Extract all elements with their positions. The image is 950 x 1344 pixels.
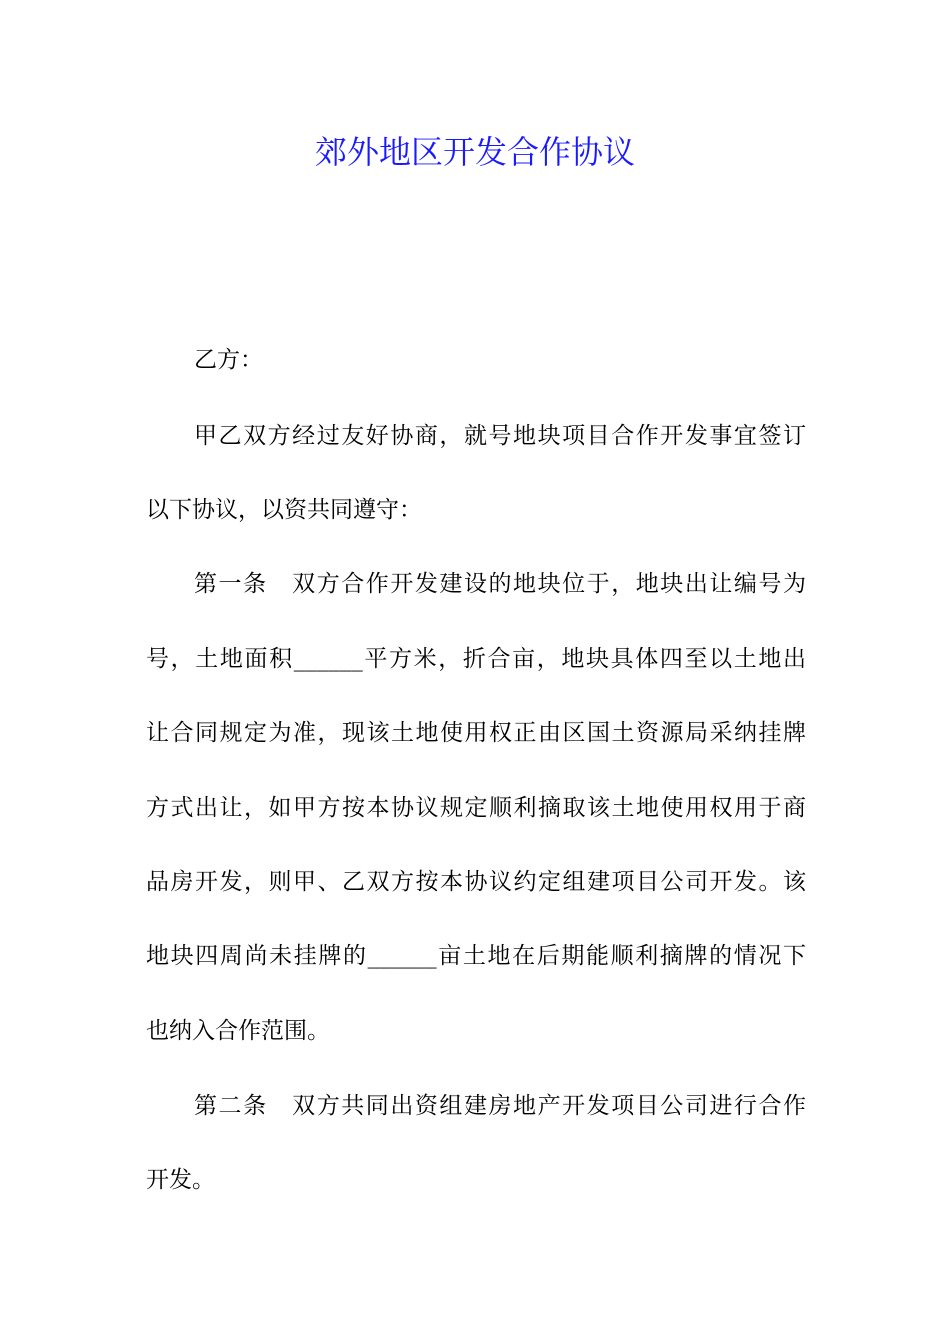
article-1-line: 号，土地面积______平方米，折合亩，地块具体四至以土地出 <box>146 646 806 672</box>
paragraph-line: 以下协议，以资共同遵守： <box>146 497 422 523</box>
party-b-label: 乙方： <box>194 347 263 373</box>
article-1-line: 方式出让，如甲方按本协议规定顺利摘取该土地使用权用于商 <box>146 795 806 821</box>
article-2-line: 开发。 <box>146 1167 215 1193</box>
article-1-line: 品房开发，则甲、乙双方按本协议约定组建项目公司开发。该 <box>146 869 806 895</box>
article-1-line: 第一条 双方合作开发建设的地块位于，地块出让编号为 <box>194 571 806 597</box>
article-2-line: 第二条 双方共同出资组建房地产开发项目公司进行合作 <box>194 1093 806 1119</box>
article-1-line: 也纳入合作范围。 <box>146 1018 330 1044</box>
paragraph-line: 甲乙双方经过友好协商，就号地块项目合作开发事宜签订 <box>194 423 806 449</box>
article-1-line: 地块四周尚未挂牌的______亩土地在后期能顺利摘牌的情况下 <box>146 943 806 969</box>
article-1-line: 让合同规定为准，现该土地使用权正由区国土资源局采纳挂牌 <box>146 720 806 746</box>
document-title: 郊外地区开发合作协议 <box>314 133 635 171</box>
